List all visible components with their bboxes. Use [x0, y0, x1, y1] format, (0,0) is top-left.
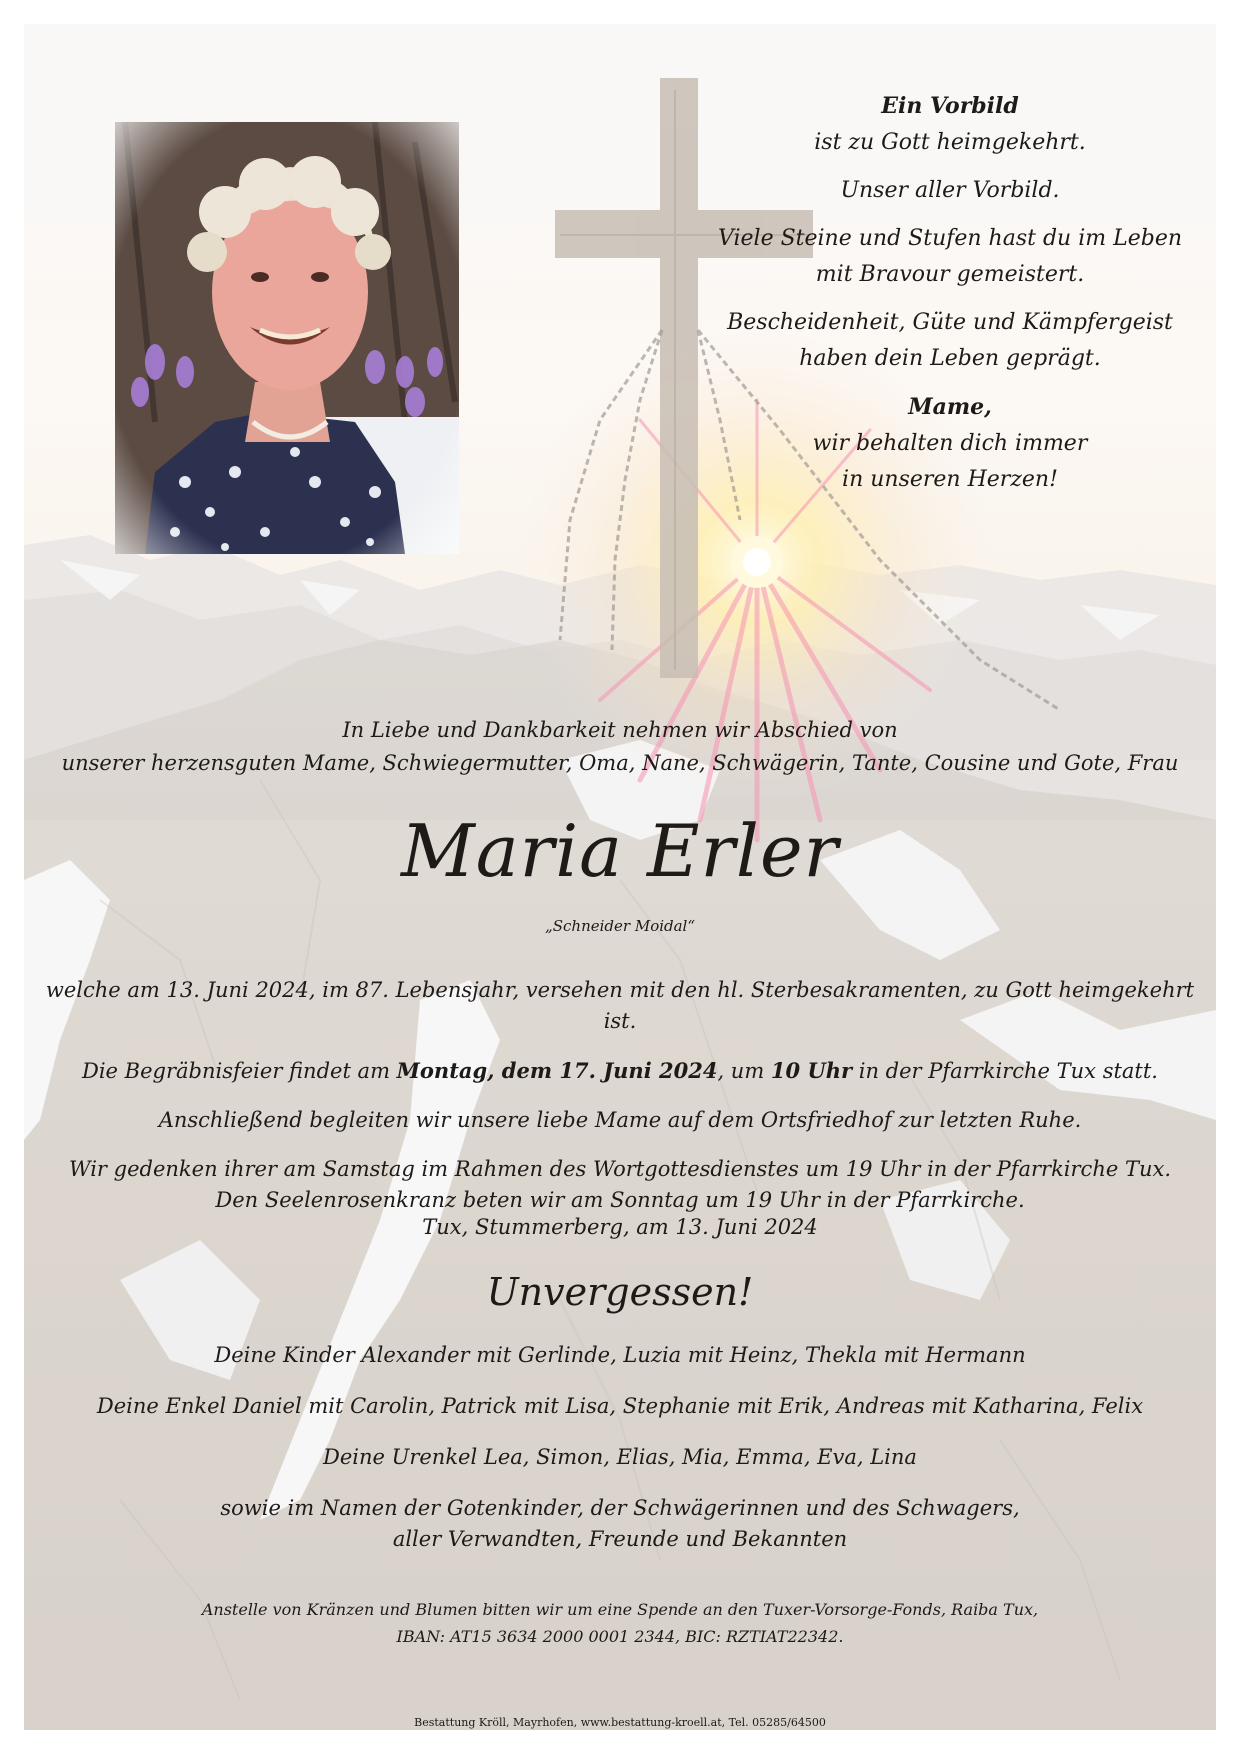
rosary-line: Den Seelenrosenkranz beten wir am Sonntag um 19 Uhr in der Pfarrkirche.: [215, 1188, 1025, 1212]
intro-line: unserer herzensguten Mame, Schwiegermutter, Oma, Nane, Schwägerin, Tante, Cousine und Gote, Frau: [61, 751, 1179, 775]
grandchildren-line: Deine Enkel Daniel mit Carolin, Patrick mit Lisa, Stephanie mit Erik, Andreas mit Katharina, Felix: [96, 1394, 1144, 1418]
deceased-name: Maria Erler: [401, 809, 839, 893]
poem-address: Mame,: [908, 394, 992, 420]
funeral-text: in der Pfarrkirche Tux statt.: [852, 1059, 1158, 1083]
poem-line: Bescheidenheit, Güte und Kämpfergeist: [727, 310, 1173, 335]
place-date: Tux, Stummerberg, am 13. Juni 2024: [422, 1215, 818, 1239]
funeral-time: 10 Uhr: [770, 1058, 853, 1083]
unvergessen-heading: Unvergessen!: [486, 1270, 754, 1314]
funeral-home-footer: Bestattung Kröll, Mayrhofen, www.bestattung-kroell.at, Tel. 05285/64500: [414, 1716, 826, 1729]
poem-title: Ein Vorbild: [881, 93, 1019, 119]
family-block: [40, 1340, 1200, 1555]
death-line: welche am 13. Juni 2024, im 87. Lebensjahr, versehen mit den hl. Sterbesakramenten, zu Gott heimgekehrt ist.: [45, 978, 1195, 1033]
portrait-photo: [115, 122, 459, 554]
intro-line: In Liebe und Dankbarkeit nehmen wir Abschied von: [342, 718, 898, 742]
poem-line: Viele Steine und Stufen hast du im Leben: [717, 226, 1183, 251]
others-line: sowie im Namen der Gotenkinder, der Schwägerinnen und des Schwagers,: [220, 1496, 1020, 1520]
deceased-nickname: „Schneider Moidal“: [544, 917, 696, 935]
others-line: aller Verwandten, Freunde und Bekannten: [392, 1527, 848, 1551]
poem-line: haben dein Leben geprägt.: [799, 346, 1101, 371]
poem-line: Unser aller Vorbild.: [840, 178, 1060, 203]
great-grandchildren-line: Deine Urenkel Lea, Simon, Elias, Mia, Emma, Eva, Lina: [323, 1445, 917, 1469]
intro-block: [40, 714, 1200, 780]
children-line: Deine Kinder Alexander mit Gerlinde, Luzia mit Heinz, Thekla mit Hermann: [214, 1343, 1026, 1367]
donation-block: [40, 1596, 1200, 1650]
funeral-text: , um: [717, 1059, 771, 1083]
poem-line: ist zu Gott heimgekehrt.: [814, 130, 1086, 155]
donation-bank-line: IBAN: AT15 3634 2000 0001 2344, BIC: RZTIAT22342.: [396, 1627, 844, 1646]
details-block: [40, 975, 1200, 1216]
funeral-date: Montag, dem 17. Juni 2024: [396, 1058, 718, 1083]
poem-line: in unseren Herzen!: [842, 467, 1058, 492]
burial-line: Anschließend begleiten wir unsere liebe Mame auf dem Ortsfriedhof zur letzten Ruhe.: [158, 1108, 1082, 1132]
funeral-text: Die Begräbnisfeier findet am: [82, 1059, 397, 1083]
donation-line: Anstelle von Kränzen und Blumen bitten wir um eine Spende an den Tuxer-Vorsorge-Fonds, Raiba Tux,: [201, 1600, 1039, 1619]
poem-line: wir behalten dich immer: [812, 431, 1088, 456]
mass-line: Wir gedenken ihrer am Samstag im Rahmen des Wortgottesdienstes um 19 Uhr in der Pfarrkirche Tux.: [69, 1157, 1171, 1181]
poem-line: mit Bravour gemeistert.: [815, 262, 1085, 287]
poem-block: [700, 88, 1200, 498]
funeral-line: [40, 1055, 1200, 1087]
